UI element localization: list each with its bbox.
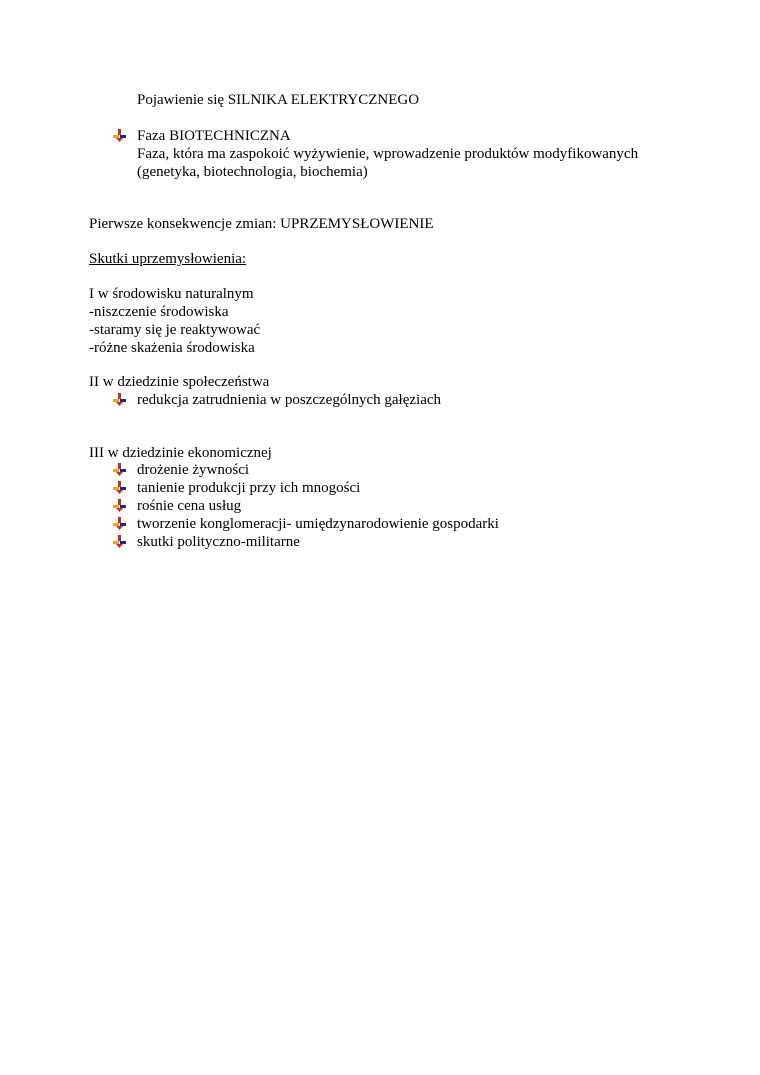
list-item-text: tworzenie konglomeracji- umiędzynarodowienie gospodarki — [137, 516, 499, 532]
faza-bio-title: Faza BIOTECHNICZNA — [137, 128, 291, 144]
list-item: -staramy się je reaktywować — [89, 322, 261, 338]
list-item-text: drożenie żywności — [137, 462, 250, 478]
list-item-text: skutki polityczno-militarne — [137, 534, 300, 550]
section2-heading: II w dziedzinie społeczeństwa — [89, 374, 270, 390]
arrow-bullet-icon — [113, 499, 126, 512]
list-item: -niszczenie środowiska — [89, 304, 229, 320]
faza-bio-desc-line1: Faza, która ma zaspokoić wyżywienie, wprowadzenie produktów modyfikowanych — [137, 146, 639, 162]
arrow-bullet-icon — [113, 535, 126, 548]
arrow-bullet-icon — [113, 517, 126, 530]
list-item: -różne skażenia środowiska — [89, 340, 255, 356]
skutki-heading: Skutki uprzemysłowienia: — [89, 251, 247, 267]
arrow-bullet-icon — [113, 393, 126, 406]
faza-bio-desc-line2: (genetyka, biotechnologia, biochemia) — [137, 164, 368, 180]
list-item-text: redukcja zatrudnienia w poszczególnych gałęziach — [137, 392, 442, 408]
konsekwencje-line: Pierwsze konsekwencje zmian: UPRZEMYSŁOWIENIE — [89, 216, 434, 232]
silnik-line: Pojawienie się SILNIKA ELEKTRYCZNEGO — [137, 92, 420, 108]
list-item-text: tanienie produkcji przy ich mnogości — [137, 480, 361, 496]
section1-heading: I w środowisku naturalnym — [89, 286, 254, 302]
arrow-bullet-icon — [113, 481, 126, 494]
arrow-bullet-icon — [113, 129, 126, 142]
section3-heading: III w dziedzinie ekonomicznej — [89, 445, 272, 461]
arrow-bullet-icon — [113, 463, 126, 476]
list-item-text: rośnie cena usług — [137, 498, 242, 514]
